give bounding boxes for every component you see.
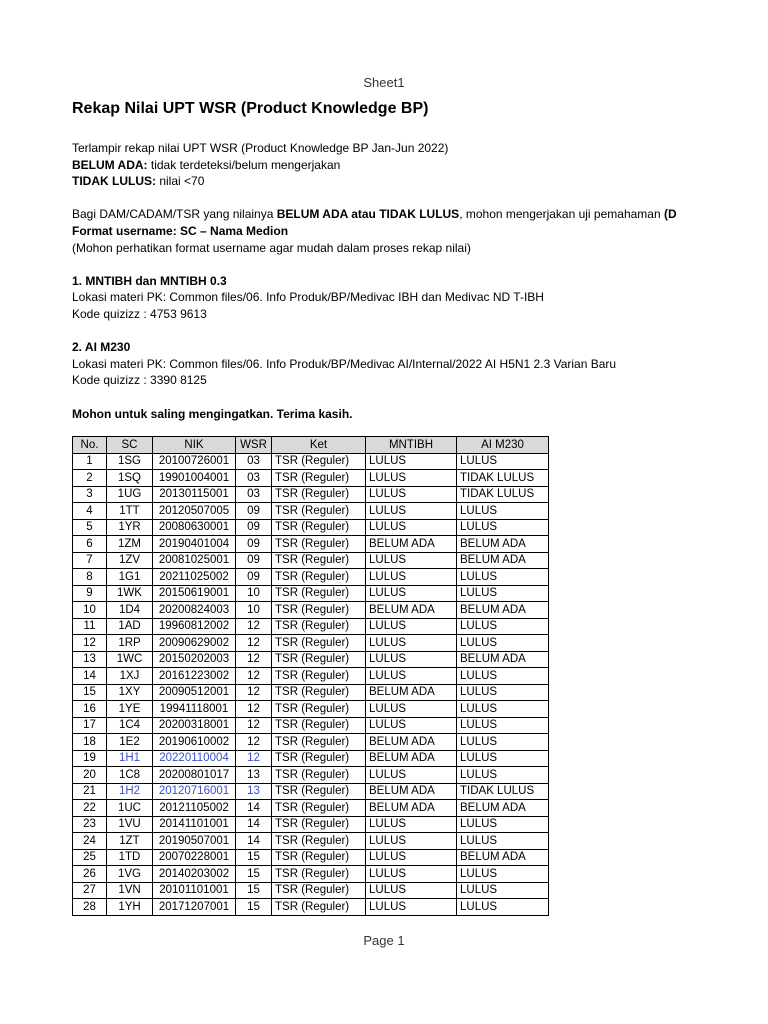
cell-ket: TSR (Reguler) <box>272 750 366 767</box>
cell-no: 15 <box>73 684 107 701</box>
cell-wsr: 15 <box>236 899 272 916</box>
cell-mntibh: LULUS <box>366 816 457 833</box>
cell-sc: 1C8 <box>107 767 153 784</box>
cell-sc: 1VN <box>107 882 153 899</box>
cell-sc: 1WC <box>107 651 153 668</box>
cell-nik: 20211025002 <box>153 569 236 586</box>
cell-nik: 20150619001 <box>153 585 236 602</box>
cell-no: 7 <box>73 552 107 569</box>
cell-mntibh: BELUM ADA <box>366 734 457 751</box>
cell-nik: 20070228001 <box>153 849 236 866</box>
tidak-lulus-label: TIDAK LULUS: <box>72 174 156 189</box>
cell-wsr: 09 <box>236 519 272 536</box>
section-2-kode: Kode quizizz : 3390 8125 <box>72 373 207 388</box>
section-2-lokasi: Lokasi materi PK: Common files/06. Info Produk/BP/Medivac AI/Internal/2022 AI H5N1 2.3 Varian Baru <box>72 356 617 371</box>
cell-no: 20 <box>73 767 107 784</box>
section-1-lokasi: Lokasi materi PK: Common files/06. Info Produk/BP/Medivac IBH dan Medivac ND T-IBH <box>72 290 544 305</box>
cell-nik: 20200824003 <box>153 602 236 619</box>
cell-no: 6 <box>73 536 107 553</box>
cell-no: 26 <box>73 866 107 883</box>
cell-sc: 1YR <box>107 519 153 536</box>
cell-no: 21 <box>73 783 107 800</box>
cell-ket: TSR (Reguler) <box>272 717 366 734</box>
cell-ket: TSR (Reguler) <box>272 849 366 866</box>
cell-ket: TSR (Reguler) <box>272 470 366 487</box>
cell-nik: 19941118001 <box>153 701 236 718</box>
cell-ai-m230: LULUS <box>457 882 549 899</box>
page-number: Page 1 <box>363 933 405 948</box>
table-row <box>73 651 549 668</box>
cell-mntibh: LULUS <box>366 899 457 916</box>
rekap-table <box>72 436 549 916</box>
cell-sc: 1ZV <box>107 552 153 569</box>
cell-wsr: 15 <box>236 882 272 899</box>
belum-ada-label: BELUM ADA: <box>72 157 148 172</box>
cell-ket: TSR (Reguler) <box>272 816 366 833</box>
cell-mntibh: LULUS <box>366 618 457 635</box>
cell-mntibh: BELUM ADA <box>366 684 457 701</box>
cell-nik: 20200801017 <box>153 767 236 784</box>
cell-nik: 20200318001 <box>153 717 236 734</box>
cell-wsr: 15 <box>236 866 272 883</box>
cell-mntibh: BELUM ADA <box>366 602 457 619</box>
table-row <box>73 866 549 883</box>
cell-mntibh: LULUS <box>366 668 457 685</box>
cell-nik: 20140203002 <box>153 866 236 883</box>
cell-nik: 20100726001 <box>153 453 236 470</box>
cell-wsr: 15 <box>236 849 272 866</box>
cell-mntibh: BELUM ADA <box>366 750 457 767</box>
table-row <box>73 503 549 520</box>
cell-nik: 20090629002 <box>153 635 236 652</box>
cell-ket: TSR (Reguler) <box>272 486 366 503</box>
table-row <box>73 519 549 536</box>
cell-ai-m230: LULUS <box>457 767 549 784</box>
cell-ai-m230: BELUM ADA <box>457 602 549 619</box>
cell-sc: 1D4 <box>107 602 153 619</box>
instruction-bold: BELUM ADA atau TIDAK LULUS <box>276 207 460 222</box>
cell-ai-m230: BELUM ADA <box>457 849 549 866</box>
cell-sc: 1H2 <box>107 783 153 800</box>
cell-no: 14 <box>73 668 107 685</box>
cell-no: 2 <box>73 470 107 487</box>
cell-wsr: 12 <box>236 734 272 751</box>
cell-mntibh: LULUS <box>366 866 457 883</box>
cell-mntibh: LULUS <box>366 651 457 668</box>
cell-ket: TSR (Reguler) <box>272 882 366 899</box>
cell-ket: TSR (Reguler) <box>272 618 366 635</box>
section-1-heading: 1. MNTIBH dan MNTIBH 0.3 <box>72 273 227 288</box>
cell-mntibh: LULUS <box>366 569 457 586</box>
cell-ket: TSR (Reguler) <box>272 602 366 619</box>
cell-ai-m230: BELUM ADA <box>457 552 549 569</box>
header-ket: Ket <box>272 437 366 454</box>
cell-wsr: 14 <box>236 816 272 833</box>
header-wsr: WSR <box>236 437 272 454</box>
instruction-cut: (D <box>663 207 677 222</box>
cell-nik: 20090512001 <box>153 684 236 701</box>
cell-no: 9 <box>73 585 107 602</box>
table-row <box>73 734 549 751</box>
cell-sc: 1TT <box>107 503 153 520</box>
cell-sc: 1RP <box>107 635 153 652</box>
cell-sc: 1XY <box>107 684 153 701</box>
table-row <box>73 899 549 916</box>
cell-sc: 1H1 <box>107 750 153 767</box>
cell-ai-m230: LULUS <box>457 668 549 685</box>
table-row <box>73 453 549 470</box>
cell-ai-m230: LULUS <box>457 899 549 916</box>
cell-mntibh: BELUM ADA <box>366 536 457 553</box>
cell-ai-m230: BELUM ADA <box>457 536 549 553</box>
table-row <box>73 717 549 734</box>
cell-wsr: 12 <box>236 750 272 767</box>
cell-sc: 1ZT <box>107 833 153 850</box>
cell-no: 25 <box>73 849 107 866</box>
sheet-name: Sheet1 <box>363 75 405 90</box>
cell-ai-m230: LULUS <box>457 750 549 767</box>
cell-no: 22 <box>73 800 107 817</box>
cell-mntibh: LULUS <box>366 701 457 718</box>
cell-mntibh: LULUS <box>366 635 457 652</box>
cell-mntibh: LULUS <box>366 470 457 487</box>
header-nik: NIK <box>153 437 236 454</box>
cell-wsr: 13 <box>236 767 272 784</box>
cell-ai-m230: LULUS <box>457 833 549 850</box>
cell-nik: 20121105002 <box>153 800 236 817</box>
cell-sc: 1G1 <box>107 569 153 586</box>
cell-nik: 20120507005 <box>153 503 236 520</box>
cell-mntibh: LULUS <box>366 767 457 784</box>
cell-ket: TSR (Reguler) <box>272 701 366 718</box>
cell-wsr: 12 <box>236 618 272 635</box>
instruction-suffix: , mohon mengerjakan uji pemahaman <box>459 207 664 222</box>
cell-nik: 20120716001 <box>153 783 236 800</box>
header-mntibh: MNTIBH <box>366 437 457 454</box>
cell-mntibh: LULUS <box>366 503 457 520</box>
cell-ket: TSR (Reguler) <box>272 651 366 668</box>
cell-ket: TSR (Reguler) <box>272 866 366 883</box>
table-row <box>73 833 549 850</box>
page-title: Rekap Nilai UPT WSR (Product Knowledge BP) <box>72 100 429 117</box>
table-row <box>73 470 549 487</box>
cell-ket: TSR (Reguler) <box>272 635 366 652</box>
cell-nik: 20171207001 <box>153 899 236 916</box>
cell-wsr: 14 <box>236 833 272 850</box>
cell-no: 12 <box>73 635 107 652</box>
cell-ai-m230: LULUS <box>457 585 549 602</box>
table-row <box>73 849 549 866</box>
belum-ada-definition <box>72 157 632 174</box>
table-row <box>73 569 549 586</box>
cell-ket: TSR (Reguler) <box>272 767 366 784</box>
cell-nik: 20190401004 <box>153 536 236 553</box>
cell-no: 23 <box>73 816 107 833</box>
cell-ai-m230: LULUS <box>457 684 549 701</box>
cell-wsr: 09 <box>236 569 272 586</box>
table-row <box>73 618 549 635</box>
cell-nik: 19960812002 <box>153 618 236 635</box>
cell-ket: TSR (Reguler) <box>272 734 366 751</box>
cell-wsr: 10 <box>236 602 272 619</box>
cell-ai-m230: LULUS <box>457 701 549 718</box>
cell-ai-m230: LULUS <box>457 734 549 751</box>
cell-no: 18 <box>73 734 107 751</box>
cell-wsr: 14 <box>236 800 272 817</box>
cell-nik: 19901004001 <box>153 470 236 487</box>
cell-sc: 1UC <box>107 800 153 817</box>
cell-ai-m230: LULUS <box>457 635 549 652</box>
cell-ket: TSR (Reguler) <box>272 519 366 536</box>
cell-ai-m230: LULUS <box>457 453 549 470</box>
cell-mntibh: LULUS <box>366 486 457 503</box>
cell-ai-m230: BELUM ADA <box>457 800 549 817</box>
table-row <box>73 668 549 685</box>
cell-ai-m230: LULUS <box>457 519 549 536</box>
cell-wsr: 09 <box>236 552 272 569</box>
cell-ai-m230: LULUS <box>457 717 549 734</box>
cell-wsr: 12 <box>236 684 272 701</box>
table-row <box>73 767 549 784</box>
cell-no: 11 <box>73 618 107 635</box>
table-row <box>73 486 549 503</box>
cell-ket: TSR (Reguler) <box>272 800 366 817</box>
cell-sc: 1YH <box>107 899 153 916</box>
cell-sc: 1VU <box>107 816 153 833</box>
cell-wsr: 03 <box>236 453 272 470</box>
cell-ket: TSR (Reguler) <box>272 684 366 701</box>
cell-wsr: 09 <box>236 503 272 520</box>
cell-ai-m230: TIDAK LULUS <box>457 470 549 487</box>
cell-ai-m230: LULUS <box>457 503 549 520</box>
cell-ket: TSR (Reguler) <box>272 536 366 553</box>
cell-no: 27 <box>73 882 107 899</box>
cell-sc: 1UG <box>107 486 153 503</box>
table-row <box>73 816 549 833</box>
cell-no: 8 <box>73 569 107 586</box>
cell-nik: 20190610002 <box>153 734 236 751</box>
cell-ket: TSR (Reguler) <box>272 503 366 520</box>
cell-sc: 1XJ <box>107 668 153 685</box>
header-sc: SC <box>107 437 153 454</box>
cell-no: 19 <box>73 750 107 767</box>
cell-ket: TSR (Reguler) <box>272 569 366 586</box>
cell-sc: 1E2 <box>107 734 153 751</box>
cell-ai-m230: TIDAK LULUS <box>457 486 549 503</box>
table-row <box>73 552 549 569</box>
cell-mntibh: BELUM ADA <box>366 783 457 800</box>
cell-mntibh: LULUS <box>366 833 457 850</box>
cell-no: 3 <box>73 486 107 503</box>
cell-wsr: 10 <box>236 585 272 602</box>
cell-ai-m230: LULUS <box>457 816 549 833</box>
cell-no: 24 <box>73 833 107 850</box>
tidak-lulus-definition <box>72 173 632 190</box>
cell-sc: 1C4 <box>107 717 153 734</box>
instruction-line <box>72 206 677 223</box>
table-row <box>73 684 549 701</box>
table-row <box>73 536 549 553</box>
cell-no: 5 <box>73 519 107 536</box>
cell-ket: TSR (Reguler) <box>272 899 366 916</box>
format-note: (Mohon perhatikan format username agar mudah dalam proses rekap nilai) <box>72 240 471 255</box>
intro-line: Terlampir rekap nilai UPT WSR (Product Knowledge BP Jan-Jun 2022) <box>72 141 449 155</box>
cell-mntibh: LULUS <box>366 849 457 866</box>
table-row <box>73 635 549 652</box>
document-body <box>72 100 677 422</box>
cell-nik: 20141101001 <box>153 816 236 833</box>
cell-ai-m230: TIDAK LULUS <box>457 783 549 800</box>
cell-ket: TSR (Reguler) <box>272 453 366 470</box>
cell-wsr: 03 <box>236 486 272 503</box>
cell-nik: 20081025001 <box>153 552 236 569</box>
cell-sc: 1VG <box>107 866 153 883</box>
cell-sc: 1WK <box>107 585 153 602</box>
cell-sc: 1ZM <box>107 536 153 553</box>
table-row <box>73 585 549 602</box>
cell-no: 17 <box>73 717 107 734</box>
cell-wsr: 12 <box>236 635 272 652</box>
table-row <box>73 602 549 619</box>
table-row <box>73 750 549 767</box>
table-row <box>73 800 549 817</box>
cell-no: 28 <box>73 899 107 916</box>
cell-mntibh: LULUS <box>366 552 457 569</box>
cell-ai-m230: BELUM ADA <box>457 651 549 668</box>
header-no: No. <box>73 437 107 454</box>
cell-ket: TSR (Reguler) <box>272 833 366 850</box>
cell-ket: TSR (Reguler) <box>272 668 366 685</box>
table-row <box>73 783 549 800</box>
tidak-lulus-text: nilai <70 <box>156 174 205 189</box>
cell-nik: 20080630001 <box>153 519 236 536</box>
cell-no: 4 <box>73 503 107 520</box>
cell-wsr: 12 <box>236 701 272 718</box>
cell-mntibh: LULUS <box>366 717 457 734</box>
cell-nik: 20101101001 <box>153 882 236 899</box>
cell-wsr: 13 <box>236 783 272 800</box>
cell-nik: 20161223002 <box>153 668 236 685</box>
section-1-kode: Kode quizizz : 4753 9613 <box>72 306 207 321</box>
cell-nik: 20150202003 <box>153 651 236 668</box>
instruction-prefix: Bagi DAM/CADAM/TSR yang nilainya <box>72 207 277 222</box>
cell-ket: TSR (Reguler) <box>272 585 366 602</box>
cell-ket: TSR (Reguler) <box>272 783 366 800</box>
cell-mntibh: LULUS <box>366 453 457 470</box>
cell-wsr: 03 <box>236 470 272 487</box>
format-username: Format username: SC – Nama Medion <box>72 223 289 238</box>
cell-nik: 20190507001 <box>153 833 236 850</box>
cell-mntibh: LULUS <box>366 519 457 536</box>
cell-sc: 1SQ <box>107 470 153 487</box>
table-header-row <box>73 437 549 454</box>
header-ai-m230: AI M230 <box>457 437 549 454</box>
cell-sc: 1SG <box>107 453 153 470</box>
cell-ai-m230: LULUS <box>457 569 549 586</box>
cell-mntibh: LULUS <box>366 585 457 602</box>
table-body <box>73 453 549 915</box>
cell-no: 1 <box>73 453 107 470</box>
cell-no: 10 <box>73 602 107 619</box>
belum-ada-text: tidak terdeteksi/belum mengerjakan <box>147 157 341 172</box>
table-row <box>73 701 549 718</box>
cell-wsr: 12 <box>236 717 272 734</box>
cell-mntibh: LULUS <box>366 882 457 899</box>
cell-mntibh: BELUM ADA <box>366 800 457 817</box>
cell-sc: 1TD <box>107 849 153 866</box>
cell-no: 13 <box>73 651 107 668</box>
cell-sc: 1AD <box>107 618 153 635</box>
cell-sc: 1YE <box>107 701 153 718</box>
cell-wsr: 12 <box>236 668 272 685</box>
cell-nik: 20220110004 <box>153 750 236 767</box>
cell-wsr: 12 <box>236 651 272 668</box>
cell-no: 16 <box>73 701 107 718</box>
table-row <box>73 882 549 899</box>
cell-ket: TSR (Reguler) <box>272 552 366 569</box>
section-2-heading: 2. AI M230 <box>72 340 131 355</box>
cell-wsr: 09 <box>236 536 272 553</box>
cell-ai-m230: LULUS <box>457 866 549 883</box>
cell-nik: 20130115001 <box>153 486 236 503</box>
closing-note: Mohon untuk saling mengingatkan. Terima kasih. <box>72 406 353 421</box>
cell-ai-m230: LULUS <box>457 618 549 635</box>
